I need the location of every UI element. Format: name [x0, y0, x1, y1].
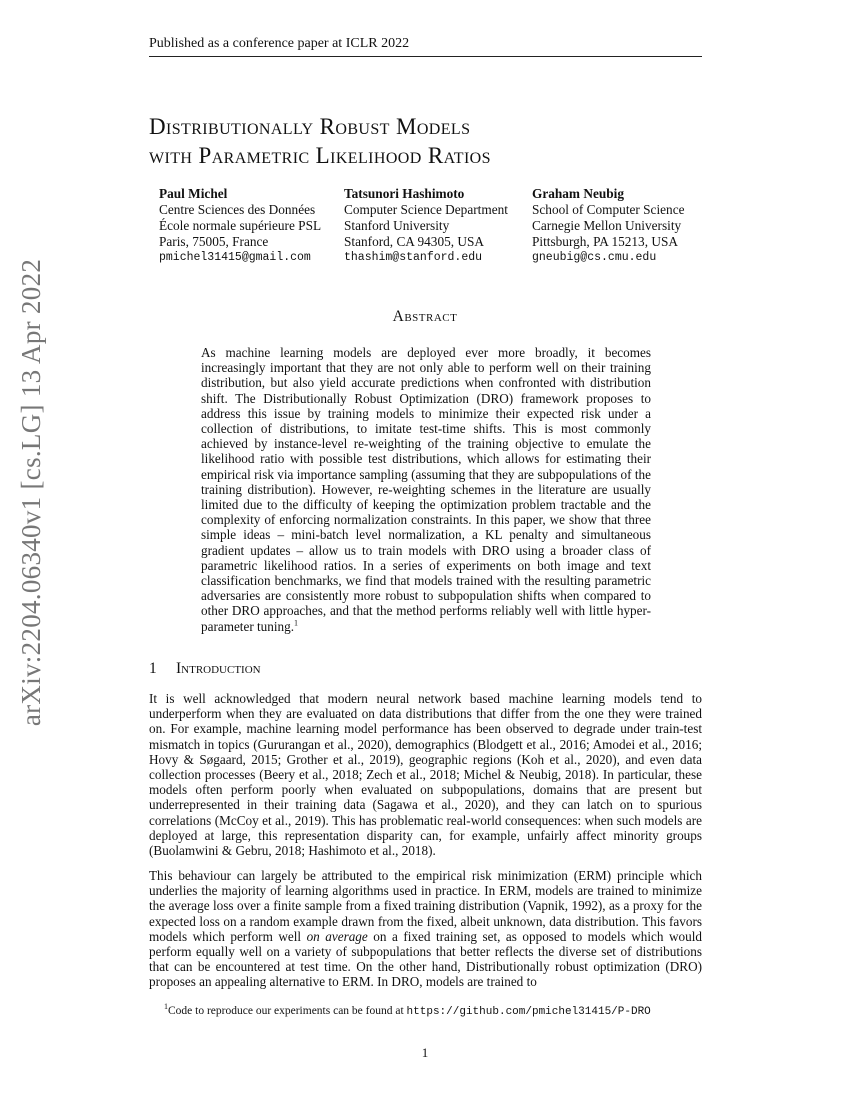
- author-address: Paris, 75005, France: [159, 234, 269, 249]
- footnote: [164, 1004, 704, 1019]
- section-heading: [149, 660, 261, 678]
- intro-paragraph-2: [149, 868, 702, 990]
- title-line-2: with Parametric Likelihood Ratios: [149, 143, 491, 168]
- footnote-number: 1: [164, 1002, 168, 1012]
- code-link[interactable]: https://github.com/pmichel31415/P-DRO: [406, 1006, 651, 1018]
- author-email: pmichel31415@gmail.com: [159, 251, 311, 264]
- section-number: 1: [149, 660, 157, 677]
- abstract-heading: Abstract: [392, 308, 458, 325]
- author-name: Tatsunori Hashimoto: [344, 186, 465, 201]
- author-affiliation: Carnegie Mellon University: [532, 218, 682, 233]
- intro-paragraph-1: It is well acknowledged that modern neural network based machine learning models tend to underperform when they are evaluated on data distributions that differ from the one they were trained on. For example, machine learning model performance has been observed to degrade under train-test mismatch in topics (Gururangan et al., 2020), demographics (Blodgett et al., 2016; Amodei et al., 2016; Hovy & Søgaard, 2015; Grother et al., 2019), geographic regions (Koh et al., 2020), and even data collection processes (Beery et al., 2018; Zech et al., 2018; Michel & Neubig, 2018). In particular, these models often perform poorly when evaluated on subpopulations, domains that are present but underrepresented in their training data (Sagawa et al., 2020), and they can latch on to spurious correlations (McCoy et al., 2019). This has problematic real-world consequences: when such models are deployed at large, this representation disparity can, for example, unfairly affect minority groups (Buolamwini & Gebru, 2018; Hashimoto et al., 2018).: [149, 691, 702, 859]
- title-line-1: Distributionally Robust Models: [149, 114, 471, 139]
- arxiv-identifier: arXiv:2204.06340v1 [cs.LG] 13 Apr 2022: [16, 258, 47, 727]
- abstract-text: As machine learning models are deployed ever more broadly, it becomes increasingly important that they are not only able to perform well on their training distribution, but also yield accurate predictions when confronted with distribution shift. The Distributionally Robust Optimization (DRO) framework proposes to address this issue by training models to minimize their expected risk under a collection of distributions, to imitate test-time shifts. This is most commonly achieved by instance-level re-weighting of the training objective to emulate the likelihood ratio with possible test distributions, which allows for estimating their empirical risk via importance sampling (assuming that they are subpopulations of the training distribution). However, re-weighting schemes in the literature are usually limited due to the difficulty of keeping the optimization problem tractable and the complexity of enforcing normalization constraints. In this paper, we show that three simple ideas – mini-batch level normalization, a KL penalty and simultaneous gradient updates – allow us to train models with DRO using a broader class of parametric likelihood ratios. In a series of experiments on both image and text classification benchmarks, we find that models trained with the resulting parametric adversaries are consistently more robust to subpopulation shifts when compared to other DRO approaches, and that the method performs reliably well with little hyper-parameter tuning.: [201, 345, 651, 634]
- author-affiliation: School of Computer Science: [532, 202, 685, 217]
- author-name: Paul Michel: [159, 186, 228, 201]
- abstract-body: [201, 345, 651, 634]
- author-email: thashim@stanford.edu: [344, 251, 483, 264]
- page-number: 1: [421, 1045, 429, 1060]
- author-affiliation: Stanford University: [344, 218, 450, 233]
- author-block-1: [159, 186, 321, 266]
- author-name: Graham Neubig: [532, 186, 624, 201]
- paragraph-text: This behaviour can largely be attributed to the empirical risk minimization (ERM) principle which underlies the majority of learning algorithms used in practice. In ERM, models are trained to minimize the average loss over a finite sample from a fixed training distribution (Vapnik, 1992), as a proxy for the expected loss on a random example drawn from the fixed, albeit unknown, data distribution. This favors models which perform well: [149, 868, 702, 944]
- footnote-text: Code to reproduce our experiments can be found at: [168, 1005, 407, 1017]
- author-affiliation: Computer Science Department: [344, 202, 508, 217]
- footnote-marker: 1: [294, 618, 299, 628]
- author-block-2: [344, 186, 508, 266]
- author-affiliation: Centre Sciences des Données: [159, 202, 316, 217]
- author-block-3: [532, 186, 685, 266]
- author-address: Stanford, CA 94305, USA: [344, 234, 484, 249]
- paper-title: [149, 112, 749, 170]
- author-affiliation: École normale supérieure PSL: [159, 218, 322, 233]
- author-address: Pittsburgh, PA 15213, USA: [532, 234, 678, 249]
- running-header: Published as a conference paper at ICLR 2022: [149, 36, 702, 57]
- paragraph-text: on a fixed training set, as opposed to models which would perform equally well on a variety of subpopulations that better reflects the diverse set of distributions that can be encountered at test time. On the other hand, Distributionally robust optimization (DRO) proposes an appealing alternative to ERM. In DRO, models are trained to: [149, 928, 702, 990]
- emphasis-text: on average: [306, 928, 368, 944]
- author-email: gneubig@cs.cmu.edu: [532, 251, 657, 264]
- section-title: Introduction: [176, 660, 261, 677]
- arxiv-stamp: [2, 258, 62, 727]
